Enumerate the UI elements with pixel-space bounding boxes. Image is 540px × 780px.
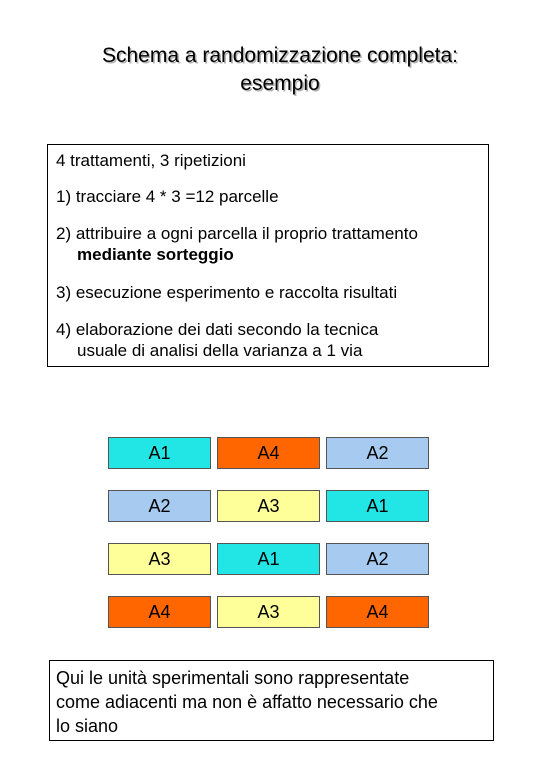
note-box — [49, 660, 494, 741]
plot-cell: A4 — [108, 596, 211, 628]
title-line-1: Schema a randomizzazione completa: — [101, 44, 458, 67]
step-2-line-1: 2) attribuire a ogni parcella il proprio trattamento — [56, 224, 418, 243]
page-title — [20, 42, 540, 98]
note-line-3: lo siano — [56, 716, 119, 736]
note-line-2: come adiacenti ma non è affatto necessario che — [56, 692, 438, 712]
plot-cell: A1 — [217, 543, 320, 575]
step-2-line-2: mediante sorteggio — [77, 245, 234, 264]
step-3: 3) esecuzione esperimento e raccolta risultati — [56, 283, 398, 302]
plot-cell: A4 — [217, 437, 320, 469]
plot-cell: A2 — [326, 543, 429, 575]
step-4-line-2: usuale di analisi della varianza a 1 via — [77, 341, 363, 360]
plot-cell: A4 — [326, 596, 429, 628]
plot-cell: A3 — [217, 490, 320, 522]
title-line-2: esempio — [240, 72, 320, 95]
plot-cell: A3 — [108, 543, 211, 575]
intro-text: 4 trattamenti, 3 ripetizioni — [56, 151, 246, 170]
step-1: 1) tracciare 4 * 3 =12 parcelle — [56, 187, 279, 206]
procedure-box — [47, 144, 489, 367]
step-2 — [56, 223, 418, 265]
plot-cell: A2 — [108, 490, 211, 522]
plot-cell: A2 — [326, 437, 429, 469]
plot-cell: A3 — [217, 596, 320, 628]
step-4 — [56, 319, 378, 361]
plot-cell: A1 — [326, 490, 429, 522]
plot-cell: A1 — [108, 437, 211, 469]
step-4-line-1: 4) elaborazione dei dati secondo la tecnica — [56, 320, 379, 339]
note-line-1: Qui le unità sperimentali sono rappresentate — [56, 668, 410, 688]
